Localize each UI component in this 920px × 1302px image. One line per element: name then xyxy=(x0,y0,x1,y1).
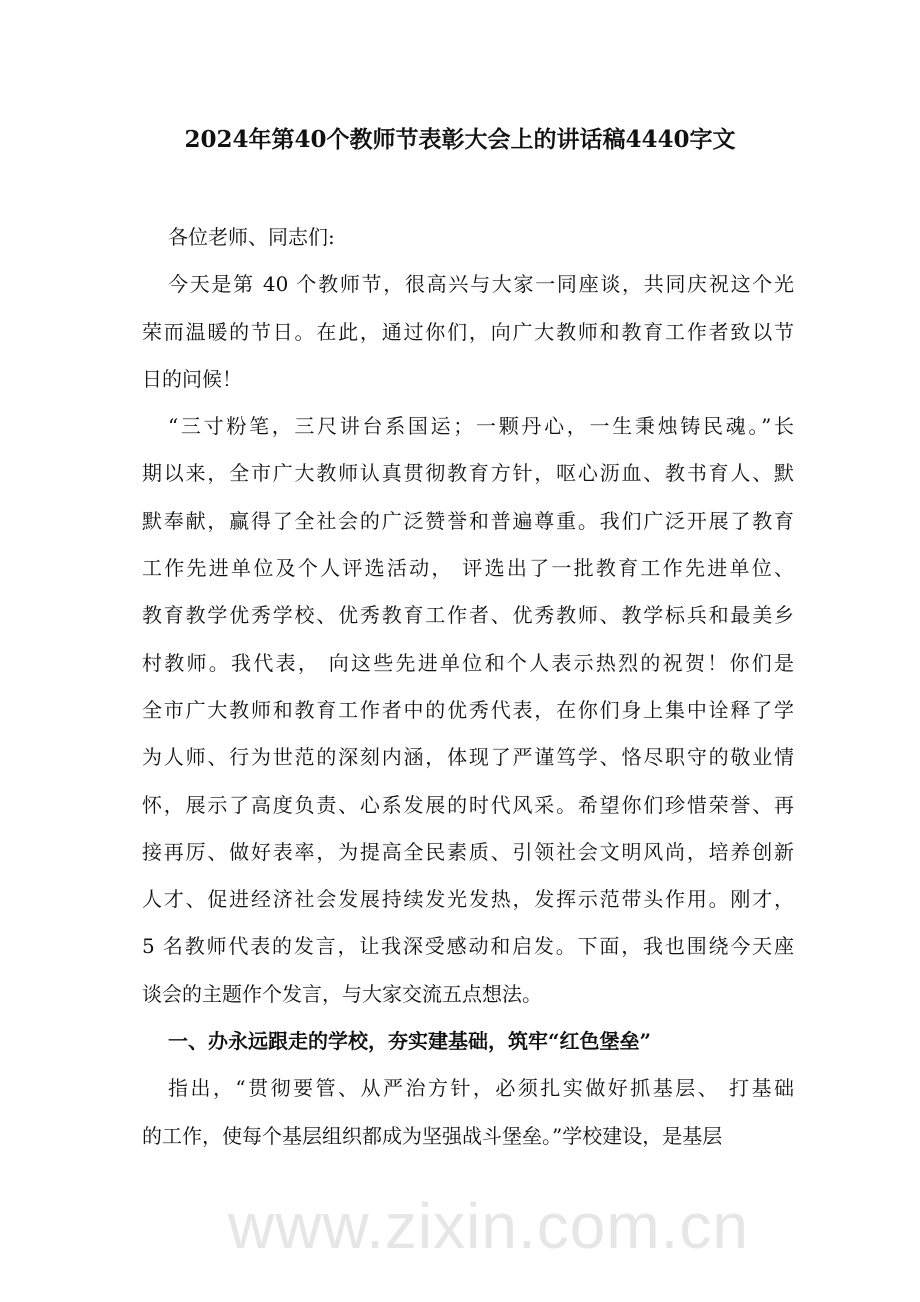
text-line: 各位老师、同志们: xyxy=(168,225,335,249)
text-line: 日的问候！ xyxy=(142,366,242,391)
text-line: “三寸粉笔，三尺讲台系国运；一颗丹心，一生秉烛铸民魂。”长 xyxy=(168,414,794,439)
paragraph xyxy=(142,261,794,403)
text-line: 接再厉、做好表率，为提高全民素质、引领社会文明风尚，培养创新 xyxy=(142,839,794,864)
document-body xyxy=(142,214,794,1160)
text-line: 谈会的主题作个发言，与大家交流五点想法。 xyxy=(142,981,542,1006)
text-line: 期以来，全市广大教师认真贯彻教育方针，呕心沥血、教书育人、默 xyxy=(142,461,794,486)
paragraph xyxy=(142,214,794,261)
text-line: 为人师、行为世范的深刻内涵，体现了严谨笃学、恪尽职守的敬业情 xyxy=(142,745,794,770)
text-line: 村教师。我代表， 向这些先进单位和个人表示热烈的祝贺！你们是 xyxy=(142,650,794,675)
text-line: 人才、促进经济社会发展持续发光发热，发挥示范带头作用。刚才， xyxy=(142,887,794,912)
section-heading xyxy=(142,1018,794,1065)
text-line: 全市广大教师和教育工作者中的优秀代表，在你们身上集中诠释了学 xyxy=(142,697,794,722)
text-line: 怀，展示了高度负责、心系发展的时代风采。希望你们珍惜荣誉、再 xyxy=(142,792,794,817)
watermark: www.zixin.com.cn xyxy=(228,1190,749,1262)
text-line: 一、办永远跟走的学校，夯实建基础，筑牢“红色堡垒” xyxy=(168,1029,652,1054)
text-line: 荣而温暖的节日。在此，通过你们，向广大教师和教育工作者致以节 xyxy=(142,319,794,344)
text-line: 的工作，使每个基层组织都成为坚强战斗堡垒。”学校建设，是基层 xyxy=(142,1123,723,1148)
text-line: 默奉献，赢得了全社会的广泛赞誉和普遍尊重。我们广泛开展了教育 xyxy=(142,508,794,533)
text-line: 工作先进单位及个人评选活动， 评选出了一批教育工作先进单位、 xyxy=(142,556,794,581)
text-line: 今天是第 40 个教师节，很高兴与大家一同座谈，共同庆祝这个光 xyxy=(168,272,794,297)
document-title: 2024年第40个教师节表彰大会上的讲话稿4440字文 xyxy=(184,126,736,153)
text-line: 5 名教师代表的发言，让我深受感动和启发。下面，我也围绕今天座 xyxy=(142,934,794,959)
text-line: 教育教学优秀学校、优秀教育工作者、优秀教师、教学标兵和最美乡 xyxy=(142,603,794,628)
paragraph xyxy=(142,403,794,1018)
paragraph xyxy=(142,1065,794,1160)
text-line: 指出，“贯彻要管、从严治方针，必须扎实做好抓基层、 打基础 xyxy=(168,1076,794,1101)
